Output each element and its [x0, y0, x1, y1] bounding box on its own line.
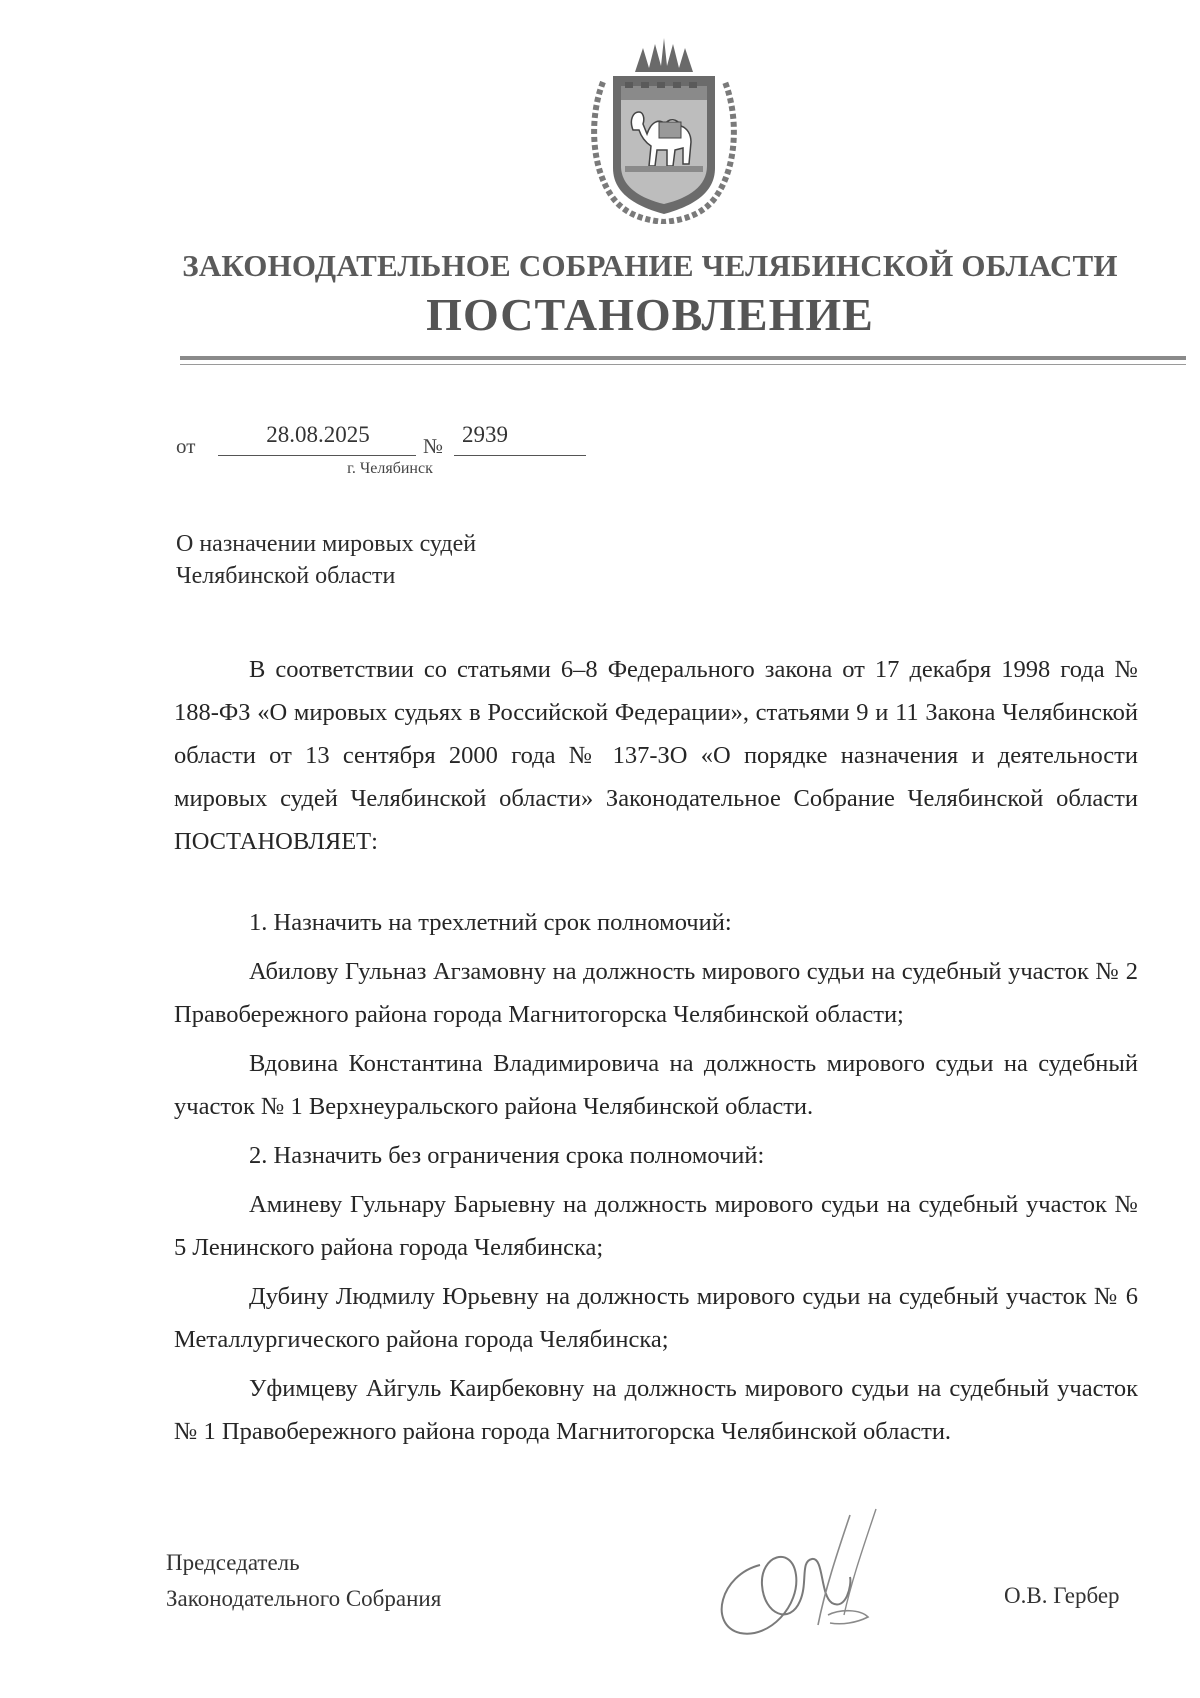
document-number: 2939: [462, 422, 508, 447]
number-underline: [454, 455, 586, 456]
date-label: от: [176, 434, 196, 458]
item-2-entry: Дубину Людмилу Юрьевну на должность мирового судьи на судебный участок № 6 Металлургического района города Челябинска;: [174, 1283, 1138, 1353]
organization-name: ЗАКОНОДАТЕЛЬНОЕ СОБРАНИЕ ЧЕЛЯБИНСКОЙ ОБЛАСТИ: [182, 248, 1118, 283]
item-1-heading: 1. Назначить на трехлетний срок полномочий:: [249, 909, 732, 936]
date-underline: [218, 455, 416, 456]
header-rule-thick: [180, 356, 1186, 360]
document-body: [174, 648, 1138, 1453]
subject-line-1: О назначении мировых судей: [176, 531, 477, 557]
header-rule-thin: [180, 364, 1186, 365]
item-1-entry: Абилову Гульназ Агзамовну на должность мирового судьи на судебный участок № 2 Правобережного района города Магнитогорска Челябинской области;: [174, 958, 1138, 1028]
preamble-paragraph: В соответствии со статьями 6–8 Федерального закона от 17 декабря 1998 года № 188-ФЗ «О мировых судьях в Российской Федерации», статьями 9 и 11 Закона Челябинской области от 13 сентября 2000 года № 137-ЗО «О порядке назначения и деятельности мировых судей Челябинской области» Законодательное Собрание Челябинской области ПОСТАНОВЛЯЕТ:: [174, 656, 1138, 855]
signer-title-line-2: Законодательного Собрания: [166, 1586, 442, 1611]
signer-name: О.В. Гербер: [1004, 1583, 1120, 1608]
chelyabinsk-coat-of-arms-icon: [585, 38, 743, 224]
document-subject: [176, 528, 476, 592]
document-date: 28.08.2025: [266, 422, 370, 447]
item-2-entry: Аминеву Гульнару Барыевну на должность мирового судьи на судебный участок № 5 Ленинского района города Челябинска;: [174, 1191, 1138, 1261]
item-2-heading: 2. Назначить без ограничения срока полномочий:: [249, 1142, 765, 1169]
number-label: №: [423, 434, 444, 458]
subject-line-2: Челябинской области: [176, 563, 396, 589]
handwritten-signature-icon: [700, 1505, 940, 1645]
document-type-title: ПОСТАНОВЛЕНИЕ: [426, 289, 874, 340]
signer-title: [166, 1545, 441, 1617]
item-1-entry: Вдовина Константина Владимировича на должность мирового судьи на судебный участок № 1 Верхнеуральского района Челябинской области.: [174, 1050, 1138, 1120]
city-name: г. Челябинск: [347, 460, 433, 477]
item-2-entry: Уфимцеву Айгуль Каирбековну на должность мирового судьи на судебный участок № 1 Правобережного района города Магнитогорска Челябинской области.: [174, 1375, 1138, 1445]
signer-title-line-1: Председатель: [166, 1550, 300, 1575]
